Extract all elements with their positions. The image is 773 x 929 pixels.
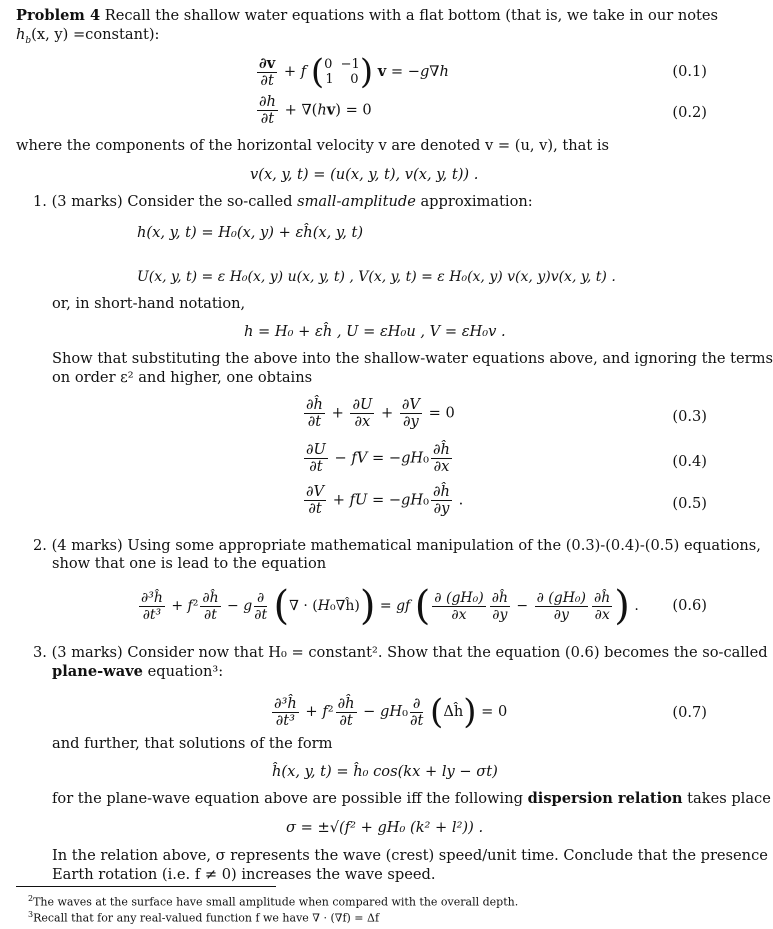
footnote-3: $^3$Recall that for any real-valued function f we have ∇ · (∇f) = Δf — [28, 910, 380, 925]
footnote-2: $^2$The waves at the surface have small amplitude when compared with the overall depth. — [28, 894, 519, 909]
eq-0-2-label: (0.2) — [672, 104, 707, 121]
part3-solution-equation: ĥ(x, y, t) = ĥ₀ cos(kx + ly − σt) — [272, 763, 498, 780]
part3-line4: for the plane-wave equation above are possible iff the following dispersion relation takes place — [52, 790, 771, 807]
footnote-divider — [16, 886, 276, 887]
part1-shorthand-text: or, in short-hand notation, — [52, 295, 246, 312]
eq-0-5-label: (0.5) — [672, 495, 707, 512]
velocity-equation: v(x, y, t) = (u(x, y, t), v(x, y, t)) . — [250, 166, 479, 183]
part2-line1: 2. (4 marks) Using some appropriate mathematical manipulation of the (0.3)-(0.4)-(0.5) equations, — [33, 537, 761, 554]
eq-0-4-label: (0.4) — [672, 453, 707, 470]
part1-h-equation: h(x, y, t) = H₀(x, y) + εĥ(x, y, t) — [137, 224, 364, 241]
equation-0-6: $\frac{\text{∂³ĥ}}{\text{∂t³}}$ + f² $\frac{\partial ĥ}{\partial t}$ − g $\frac{\partial}{\partial t}$ (∇ · (H₀∇ĥ)) = gf ( $\frac{\text{∂ (gH₀)}}{\partial x}$ $\frac{\partial ĥ}{\partial y}$ − $\frac{\text{∂ (gH₀)}}{\partial y}$ $\frac{\partial ĥ}{\partial x}$ ) . — [141, 583, 639, 629]
part3-line3: and further, that solutions of the form — [52, 735, 333, 752]
part3-line5: In the relation above, σ represents the wave (crest) speed/unit time. Conclude that the presence — [52, 847, 768, 864]
part2-line2: show that one is lead to the equation — [52, 555, 327, 572]
equation-0-4: $\frac{\partial U}{\partial t}$ − fV = −gH₀ $\frac{\partial ĥ}{\partial x}$ — [306, 441, 450, 475]
problem-intro-line1: Problem 4 Recall the shallow water equations with a flat bottom (that is, we take in our notes — [16, 7, 719, 24]
velocity-text: where the components of the horizontal velocity v are denoted v = (u, v), that is — [16, 137, 609, 154]
part1-show-line1: Show that substituting the above into the shallow-water equations above, and ignoring the terms — [52, 350, 773, 367]
eq-0-6-label: (0.6) — [672, 597, 707, 614]
equation-0-5: $\frac{\partial V}{\partial t}$ + fU = −gH₀ $\frac{\partial ĥ}{\partial y}$ . — [306, 483, 464, 517]
equation-0-1: $\frac{\partial v}{\partial t}$ + f ( 0 −1 1 0 ) v = −g∇h — [259, 52, 449, 92]
equation-0-7: $\frac{\text{∂³ĥ}}{\text{∂t³}}$ + f² $\frac{\partial ĥ}{\partial t}$ − gH₀ $\frac{\partial}{\partial t}$ (Δĥ) = 0 — [274, 692, 508, 732]
problem-heading: Problem 4 — [16, 7, 101, 24]
equation-0-2: $\frac{\partial h}{\partial t}$ + ∇(hv) = 0 — [259, 93, 372, 127]
part1-shorthand-equation: h = H₀ + εĥ , U = εH₀u , V = εH₀v . — [244, 323, 506, 340]
part1-show-line2: on order ε² and higher, one obtains — [52, 369, 313, 386]
eq-0-7-label: (0.7) — [672, 704, 707, 721]
part3-dispersion-equation: σ = ±√(f² + gH₀ (k² + l²)) . — [286, 819, 484, 836]
part3-line6: Earth rotation (i.e. f ≠ 0) increases the wave speed. — [52, 866, 436, 883]
part3-line1: 3. (3 marks) Consider now that H₀ = constant². Show that the equation (0.6) becomes the so-called — [33, 644, 768, 661]
equation-0-3: $\frac{\partial ĥ}{\partial t}$ + $\frac{\partial U}{\partial x}$ + $\frac{\partial V}{\partial y}$ = 0 — [306, 396, 455, 430]
eq-0-1-label: (0.1) — [672, 63, 707, 80]
problem-intro-line2: $h_b(x$, y) =constant): — [16, 26, 160, 46]
part1-line1: 1. (3 marks) Consider the so-called small-amplitude approximation: — [33, 193, 533, 210]
part3-line2: plane-wave equation³: — [52, 663, 224, 680]
eq-0-3-label: (0.3) — [672, 408, 707, 425]
part1-UV-equation: U(x, y, t) = ε H₀(x, y) u(x, y, t) , V(x, y, t) = ε H₀(x, y) v(x, y)v(x, y, t) . — [137, 269, 616, 285]
